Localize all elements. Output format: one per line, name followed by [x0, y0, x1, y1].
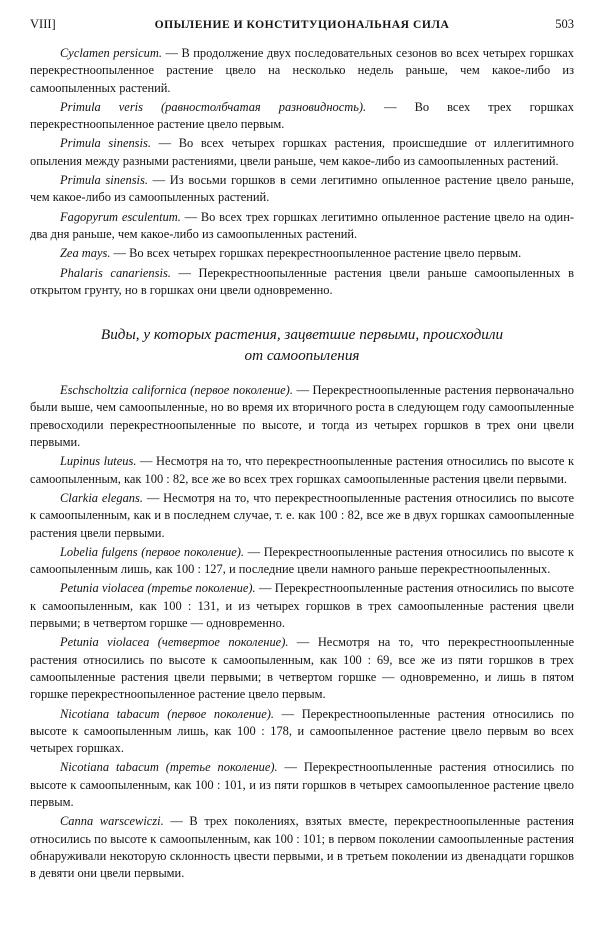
species-name: Canna warscewiczi.: [60, 814, 164, 829]
species-name: Petunia violacea: [60, 581, 145, 596]
entry-paragraph: [30, 265, 574, 300]
entry-text: — Из восьми горшков в семи легитимно опыленное растение цвело раньше, чем какое-либо из самоопыленных растений.: [30, 173, 574, 205]
entries-before-section: [30, 45, 574, 299]
section-heading: [30, 324, 574, 366]
entry-text: — Несмотря на то, что перекрестноопыленные растения относились по высоте к самоопыленным, как 100 : 82, все же во всех трех горшках самоопыленные растения цвели первыми.: [30, 454, 574, 486]
generation-note: (третье поколение).: [158, 760, 278, 775]
generation-note: (третье поколение).: [144, 581, 256, 596]
entry-paragraph: [30, 453, 574, 488]
entry-text: — Перекрестноопыленные растения относились по высоте к самоопыленным лишь, как 100 : 178, и самоопыленное растение цвело первым во всех четырех горшках.: [30, 706, 575, 756]
entry-text: — Во всех четырех горшках перекрестноопыленное растение цвело первым.: [110, 246, 522, 261]
entry-paragraph: [30, 813, 574, 882]
species-name: Primula veris: [60, 99, 143, 114]
entry-paragraph: [30, 245, 574, 262]
chapter-number: VIII]: [30, 17, 56, 31]
species-name: Clarkia elegans.: [60, 490, 143, 505]
generation-note: (первое поколение).: [159, 706, 275, 721]
page-number: 503: [555, 17, 574, 31]
species-name: Fagopyrum esculentum.: [60, 209, 181, 224]
entry-paragraph: [30, 382, 574, 451]
species-name: Lupinus luteus.: [60, 454, 137, 469]
species-name: Nicotiana tabacum: [60, 706, 160, 721]
generation-note: (первое поколение).: [186, 383, 293, 398]
running-header: [30, 16, 574, 38]
entry-text: — Во всех четырех горшках растения, происшедшие от иллегитимного опыления между разными растениями, цвели раньше, чем какое-либо из самоопыленных растений.: [30, 136, 574, 168]
entry-text: — Во всех трех горшках легитимно опыленное растение цвело на один-два дня раньше, чем какое-либо из самоопыленных растений.: [30, 209, 574, 241]
entry-paragraph: [30, 580, 574, 632]
generation-note: (первое поколение).: [137, 544, 244, 559]
species-name: Phalaris canariensis.: [60, 265, 171, 280]
species-name: Petunia violacea: [60, 635, 150, 650]
entry-paragraph: [30, 759, 574, 811]
entry-paragraph: [30, 209, 574, 244]
species-name: Zea mays.: [60, 246, 111, 261]
species-name: Primula sinensis.: [60, 136, 151, 151]
species-name: Lobelia fulgens: [60, 544, 138, 559]
entry-paragraph: [30, 135, 574, 170]
generation-note: (равностолбчатая разновидность).: [142, 99, 367, 114]
entry-text: — Перекрестноопыленные растения первоначально были выше, чем самоопыленные, но во время их вторичного роста в следующем году самоопыленные превосходили перекрестноопыленные по высоте, и тогда из четырех горшков в трех они цвели первыми.: [30, 383, 574, 450]
entry-text: — В продолжение двух последовательных сезонов во всех четырех горшках перекрестноопыленное растение цвело на несколько недель раньше, чем какое-либо из самоопыленных растений.: [30, 46, 574, 95]
entry-text: — Во всех трех горшках перекрестноопыленное растение цвело первым.: [30, 99, 574, 132]
running-title: ОПЫЛЕНИЕ И КОНСТИТУЦИОНАЛЬНАЯ СИЛА: [154, 18, 450, 31]
entry-paragraph: [30, 45, 574, 97]
entry-paragraph: [30, 634, 574, 703]
entry-text: — Несмотря на то, что перекрестноопыленные растения относились по высоте к самоопыленным, как 100 : 69, все же из пяти горшков в трех самоопыленные растения цвели первыми; в четвертом горшке — одновременно, и лишь в пятом горшке перекрестноопыленное растение цвело первым.: [30, 635, 574, 702]
entry-text: — В трех поколениях, взятых вместе, перекрестноопыленные растения относились по высоте к самоопыленным, как 100 : 101; в первом поколении самоопыленные растения обнаруживали некоторую склонность цвести первыми, и в третьем поколении из двенадцати горшков в девяти они цвели первыми.: [30, 814, 574, 881]
entry-paragraph: [30, 706, 574, 758]
entry-text: — Перекрестноопыленные растения относились по высоте к самоопыленным лишь, как 100 : 127, и последние цвели намного раньше перекрестноопыленных.: [30, 544, 574, 577]
entry-text: — Перекрестноопыленные растения относились по высоте к самоопыленным, как 100 : 131, и из четырех горшков в трех самоопыленные растения цвели первыми; в четвертом горшке — одновременно.: [30, 581, 574, 631]
entry-paragraph: [30, 172, 574, 207]
entries-after-section: [30, 382, 574, 882]
species-name: Cyclamen persicum.: [60, 46, 162, 60]
entry-paragraph: [30, 544, 574, 579]
entry-paragraph: [30, 99, 574, 134]
species-name: Nicotiana tabacum: [60, 760, 159, 775]
entry-text: — Перекрестноопыленные растения цвели раньше самоопыленных в открытом грунту, но в горшках они цвели одновременно.: [30, 265, 574, 297]
generation-note: (четвертое поколение).: [149, 635, 289, 650]
entry-text: — Перекрестноопыленные растения относились по высоте к самоопыленным, как 100 : 101, и из пяти горшков в четырех самоопыленное растение цвело первым.: [30, 760, 575, 809]
entry-text: — Несмотря на то, что перекрестноопыленные растения относились по высоте к самоопыленным, как и в последнем случае, т. е. как 100 : 82, все же в двух горшках самоопыленные растения цвели первыми.: [30, 490, 574, 540]
section-heading-line: Виды, у которых растения, зацветшие первыми, происходили: [100, 326, 504, 344]
species-name: Eschscholtzia californica: [60, 383, 187, 398]
entry-paragraph: [30, 490, 574, 542]
species-name: Primula sinensis.: [60, 173, 148, 188]
section-heading-line: от самоопыления: [244, 347, 360, 365]
